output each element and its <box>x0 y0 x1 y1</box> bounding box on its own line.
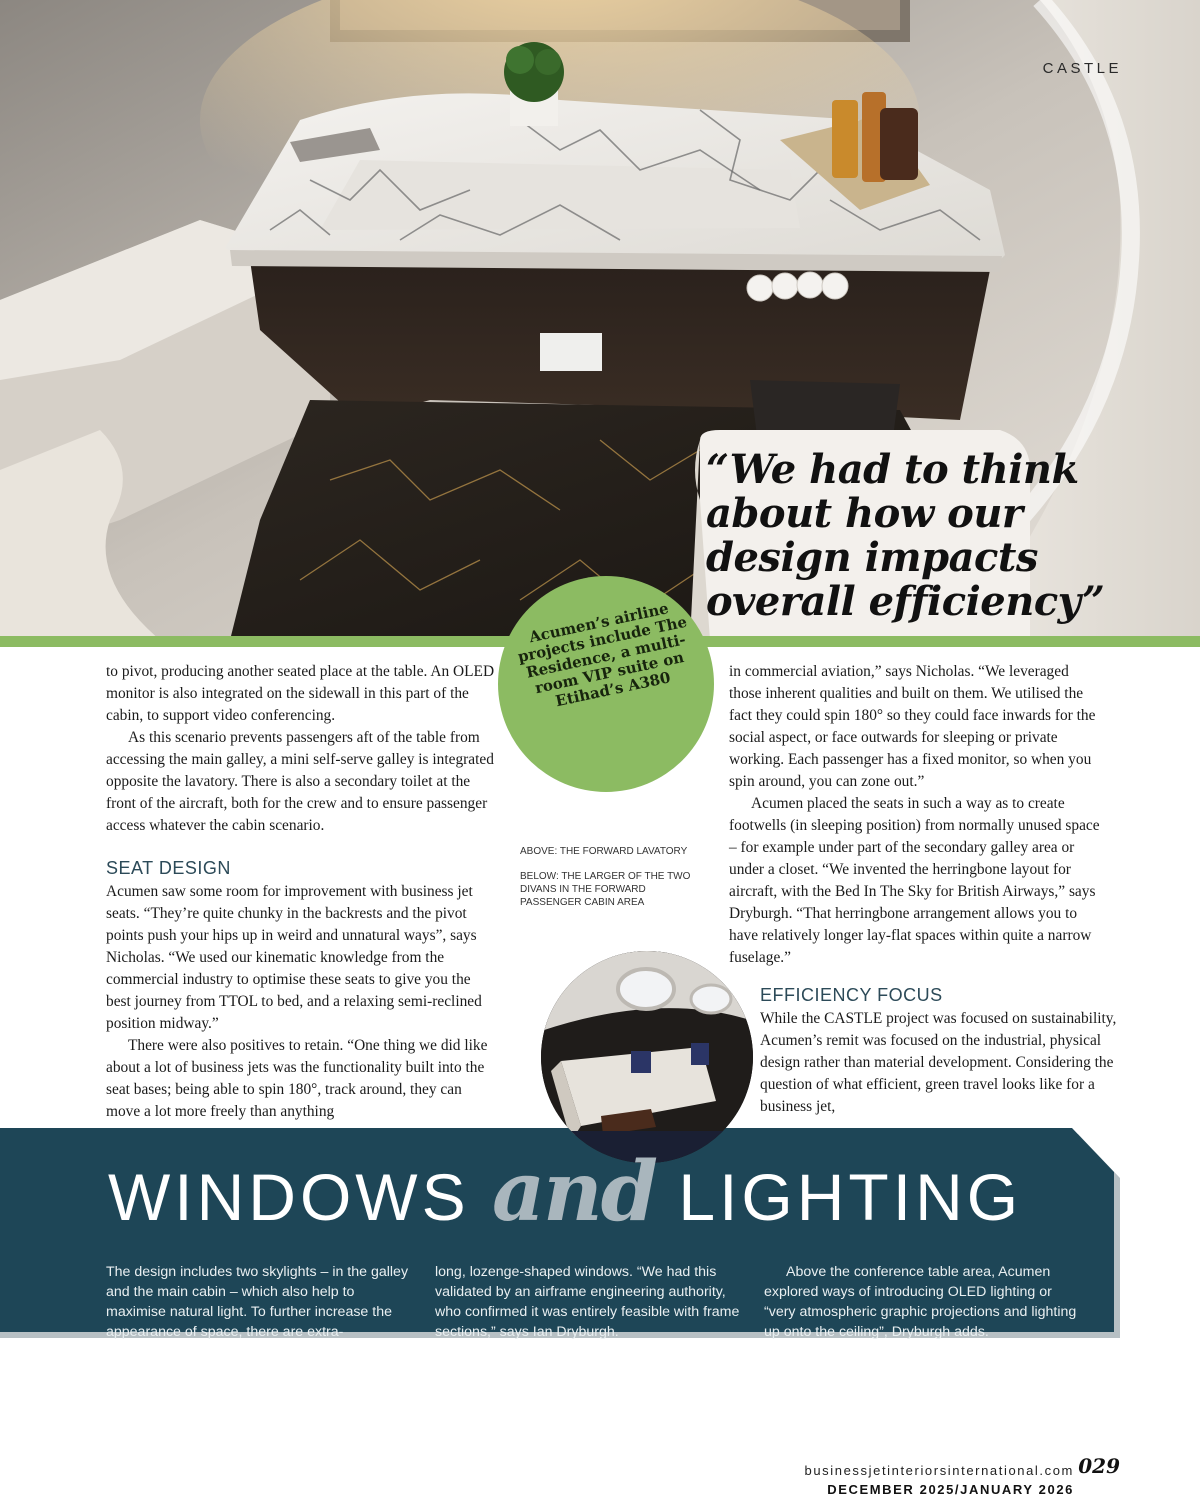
photo-captions <box>520 845 710 921</box>
section-tag: CASTLE <box>1042 60 1122 77</box>
windows-lighting-col-1 <box>106 1262 418 1342</box>
body-paragraph: in commercial aviation,” says Nicholas. “We leveraged those inherent qualities and built on them. We utilised the fact they could spin 180° so they could face inwards for the social aspect, or face outwards for sleeping or private working. Each passenger has a fixed monitor, so when you spin around, you can zone out.” <box>729 663 1096 790</box>
windows-lighting-col-2 <box>435 1262 753 1342</box>
folio-issue-date: DECEMBER 2025/JANUARY 2026 <box>827 1482 1074 1497</box>
body-column-right-lower <box>760 984 1120 1118</box>
panel-paragraph: The design includes two skylights – in the galley and the main cabin – which also help to maximise natural light. To further increase the appearance of space, there are extra- <box>106 1264 409 1340</box>
panel-paragraph: long, lozenge-shaped windows. “We had this validated by an airframe engineering authority, who confirmed it was entirely feasible with frame sections,” says Ian Dryburgh. <box>435 1264 740 1340</box>
callout-circle <box>498 576 714 792</box>
subhead-seat-design: SEAT DESIGN <box>106 858 231 878</box>
title-windows: WINDOWS <box>108 1160 470 1234</box>
body-column-left <box>106 661 498 1123</box>
cabin-divan-photo <box>541 951 753 1163</box>
subhead-efficiency-focus: EFFICIENCY FOCUS <box>760 985 943 1005</box>
pull-quote: “We had to think about how our design impacts overall efficiency” <box>706 446 1105 625</box>
page-number: 029 <box>1078 1454 1120 1478</box>
folio-website: businessjetinteriorsinternational.com <box>804 1463 1074 1478</box>
cabin-divan-illustration <box>541 951 753 1163</box>
body-paragraph: There were also positives to retain. “One thing we did like about a lot of business jets was the functionality built into the seat bases; being able to spin 180°, track around, they can move a lot more freely than anything <box>106 1037 488 1120</box>
windows-lighting-col-3 <box>764 1262 1082 1342</box>
callout-text: Acumen’s airline projects include The Residence, a multi-room VIP suite on Etihad’s A380 <box>516 599 689 711</box>
body-paragraph: Acumen saw some room for improvement with business jet seats. “They’re quite chunky in the backrests and the pivot points push your hips up in weird and unnatural ways”, says Nicholas. “We used our kinematic knowledge from the commercial industry to optimise these seats to give you the best journey from TTOL to bed, and a relaxing semi-reclined position midway.” <box>106 883 482 1032</box>
body-paragraph: As this scenario prevents passengers aft of the table from accessing the main galley, a mini self-serve galley is integrated opposite the lavatory. There is also a secondary toilet at the front of the aircraft, both for the crew and to ensure passenger access whatever the cabin scenario. <box>106 729 494 834</box>
body-paragraph: Acumen placed the seats in such a way as to create footwells (in sleeping position) from normally unused space – for example under part of the secondary galley area or under a closet. “We invented the herringbone layout for aircraft, with the Bed In The Sky for British Airways,” says Dryburgh. “That herringbone arrangement allows you to have relatively longer lay-flat spaces within quite a narrow fuselage.” <box>729 795 1100 966</box>
body-column-right <box>729 661 1105 969</box>
title-lighting: LIGHTING <box>678 1160 1023 1234</box>
caption-below: BELOW: THE LARGER OF THE TWO DIVANS IN THE FORWARD PASSENGER CABIN AREA <box>520 871 691 908</box>
panel-paragraph: Above the conference table area, Acumen explored ways of introducing OLED lighting or “very atmospheric graphic projections and lighting up onto the ceiling”, Dryburgh adds. <box>764 1264 1077 1340</box>
title-and: and <box>491 1144 657 1240</box>
body-paragraph: to pivot, producing another seated place at the table. An OLED monitor is also integrated on the sidewall in this part of the cabin, to support video conferencing. <box>106 663 495 724</box>
body-paragraph: While the CASTLE project was focused on sustainability, Acumen’s remit was focused on the industrial, physical design rather than material development. Considering the question of what efficient, green travel looks like for a business jet, <box>760 1010 1117 1115</box>
caption-above: ABOVE: THE FORWARD LAVATORY <box>520 846 688 857</box>
windows-lighting-title <box>108 1144 1023 1240</box>
